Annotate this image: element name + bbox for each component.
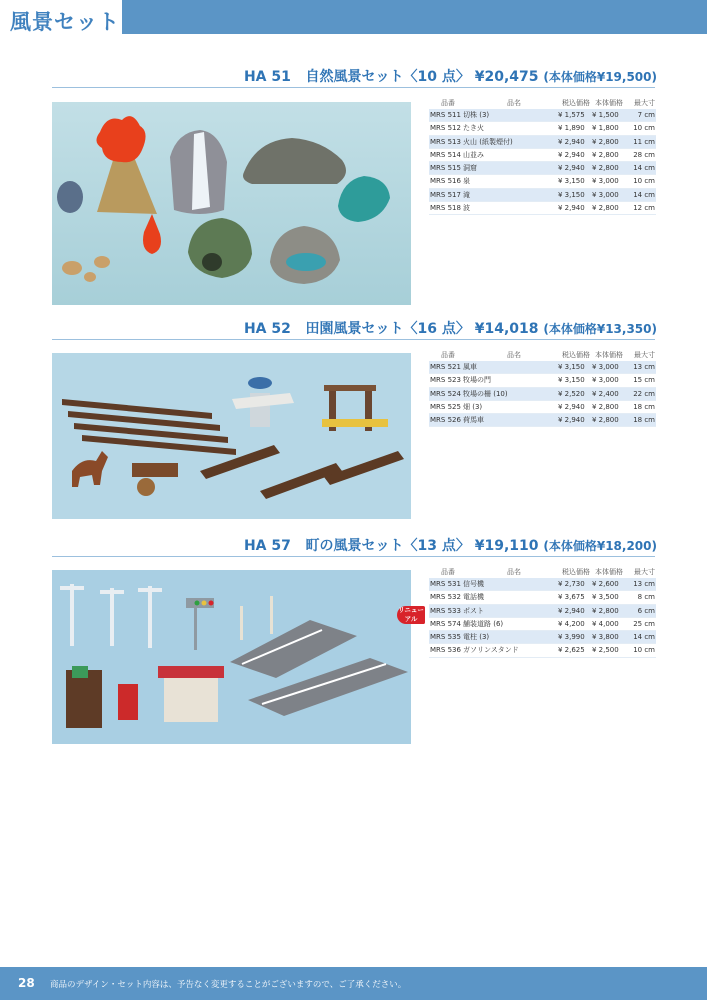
cell-base: ¥ 2,800 [592, 150, 619, 159]
cell-name: 畑 (3) [463, 402, 483, 411]
cell-base: ¥ 3,800 [592, 633, 619, 642]
set-price: ¥20,475 [474, 69, 539, 85]
cell-size: 6 cm [637, 606, 655, 615]
cell-tax: ¥ 2,940 [558, 204, 585, 213]
cell-size: 14 cm [633, 633, 655, 642]
cell-base: ¥ 3,000 [592, 190, 619, 199]
table-row [429, 175, 656, 188]
cell-size: 10 cm [633, 124, 655, 133]
cell-name: 泉 [463, 177, 470, 186]
cell-name: 舗装道路 (6) [463, 619, 504, 628]
cell-code: MRS 574 [430, 619, 461, 628]
header-base: 本体価格 [595, 351, 623, 359]
set-heading-ha52 [244, 318, 657, 338]
cell-base: ¥ 3,500 [592, 593, 619, 602]
renewal-badge: リニューアル [398, 606, 424, 623]
table-row [429, 202, 656, 215]
cell-name: 切株 (3) [463, 111, 490, 119]
cell-code: MRS 517 [430, 190, 461, 199]
table-header [429, 98, 656, 109]
cell-code: MRS 533 [430, 606, 461, 615]
product-table-ha51 [429, 98, 656, 215]
cell-name: 火山 (紙製煙付) [463, 137, 513, 146]
cell-size: 12 cm [633, 204, 655, 213]
header-size: 最大寸 [634, 99, 655, 107]
cell-tax: ¥ 3,150 [558, 177, 585, 186]
table-row [429, 109, 656, 122]
cell-tax: ¥ 3,990 [558, 633, 585, 642]
header-code: 品番 [441, 351, 455, 359]
table-row [429, 605, 656, 618]
table-row [429, 401, 656, 414]
cell-name: 風車 [463, 363, 477, 371]
cell-name: 波 [463, 204, 470, 213]
table-row [429, 618, 656, 631]
table-row [429, 361, 656, 374]
cell-tax: ¥ 3,150 [558, 190, 585, 199]
header-base: 本体価格 [595, 99, 623, 107]
table-row [429, 591, 656, 604]
table-row [429, 388, 656, 401]
cell-name: 山並み [463, 150, 484, 159]
set-base-price: (本体価格¥13,350) [543, 322, 657, 336]
cell-base: ¥ 2,400 [592, 389, 619, 398]
cell-tax: ¥ 1,890 [558, 124, 585, 133]
set-code: HA 51 [243, 69, 291, 85]
product-photo-farm [52, 353, 411, 519]
cell-code: MRS 518 [430, 204, 461, 213]
cell-name: ガソリンスタンド [463, 646, 519, 655]
cell-size: 15 cm [633, 376, 655, 385]
cell-tax: ¥ 2,940 [558, 606, 585, 615]
product-table-ha57 [429, 567, 656, 658]
cell-tax: ¥ 2,730 [558, 580, 585, 588]
cell-size: 14 cm [633, 164, 655, 173]
page-title: 風景セット [10, 10, 120, 34]
product-photo-town [52, 570, 411, 744]
cell-tax: ¥ 3,150 [558, 376, 585, 385]
cell-tax: ¥ 2,940 [558, 137, 585, 146]
table-row [429, 414, 656, 427]
header-code: 品番 [441, 568, 455, 576]
table-header [429, 567, 656, 578]
table-row [429, 189, 656, 202]
cell-base: ¥ 2,800 [592, 137, 619, 146]
cell-tax: ¥ 3,150 [558, 363, 585, 371]
table-row [429, 374, 656, 387]
cell-size: 22 cm [633, 389, 655, 398]
product-photo-nature [52, 102, 411, 305]
cell-base: ¥ 2,800 [592, 416, 619, 425]
cell-base: ¥ 4,000 [592, 619, 619, 628]
cell-name: 洞窟 [463, 164, 477, 173]
cell-tax: ¥ 2,625 [558, 646, 585, 655]
cell-base: ¥ 3,000 [592, 363, 619, 371]
cell-base: ¥ 2,800 [592, 606, 619, 615]
header-base: 本体価格 [595, 568, 623, 576]
footer-band [0, 967, 707, 1000]
cell-code: MRS 532 [430, 593, 461, 602]
divider [52, 339, 655, 340]
cell-base: ¥ 1,800 [592, 124, 619, 133]
cell-tax: ¥ 2,940 [558, 402, 585, 411]
cell-size: 14 cm [633, 190, 655, 199]
set-base-price: (本体価格¥18,200) [543, 539, 657, 553]
cell-code: MRS 536 [430, 646, 461, 655]
cell-code: MRS 521 [430, 363, 461, 371]
set-title: 自然風景セット〈10 点〉 [305, 69, 470, 85]
cell-tax: ¥ 1,575 [558, 111, 585, 119]
cell-tax: ¥ 2,520 [558, 389, 585, 398]
cell-size: 13 cm [633, 363, 655, 371]
header-size: 最大寸 [634, 568, 655, 576]
cell-base: ¥ 2,800 [592, 164, 619, 173]
cell-tax: ¥ 2,940 [558, 150, 585, 159]
header-tax: 税込価格 [562, 351, 590, 359]
header-tax: 税込価格 [562, 568, 590, 576]
cell-code: MRS 525 [430, 402, 461, 411]
table-header [429, 350, 656, 361]
cell-tax: ¥ 2,940 [558, 164, 585, 173]
cell-code: MRS 514 [430, 150, 461, 159]
set-price: ¥14,018 [474, 321, 539, 337]
set-code: HA 57 [243, 538, 291, 554]
set-price: ¥19,110 [474, 538, 539, 554]
cell-code: MRS 516 [430, 177, 461, 186]
cell-code: MRS 535 [430, 633, 461, 642]
set-heading-ha51 [244, 66, 657, 86]
set-heading-ha57 [244, 535, 657, 555]
cell-code: MRS 511 [430, 111, 461, 119]
cell-name: 牧場の門 [463, 376, 491, 385]
cell-name: ポスト [463, 606, 484, 615]
header-name: 品名 [507, 99, 521, 107]
cell-name: 電柱 (3) [463, 633, 490, 642]
cell-code: MRS 523 [430, 376, 461, 385]
cell-name: 信号機 [463, 580, 484, 588]
cell-base: ¥ 3,000 [592, 177, 619, 186]
cell-base: ¥ 2,600 [592, 580, 619, 588]
cell-base: ¥ 1,500 [592, 111, 619, 119]
header-code: 品番 [441, 99, 455, 107]
header-tax: 税込価格 [562, 99, 590, 107]
cell-size: 28 cm [633, 150, 655, 159]
footer-note: 商品のデザイン・セット内容は、予告なく変更することがございますので、ご了承ください。 [50, 980, 407, 990]
cell-code: MRS 531 [430, 580, 461, 588]
cell-size: 11 cm [633, 137, 655, 146]
cell-size: 8 cm [637, 593, 655, 602]
table-row [429, 122, 656, 135]
divider [52, 87, 655, 88]
cell-code: MRS 526 [430, 416, 461, 425]
cell-size: 10 cm [633, 177, 655, 186]
page-number: 28 [18, 976, 35, 990]
table-row [429, 644, 656, 657]
cell-size: 7 cm [637, 111, 655, 119]
cell-name: たき火 [463, 124, 484, 133]
cell-base: ¥ 2,800 [592, 204, 619, 213]
product-table-ha52 [429, 350, 656, 427]
cell-name: 滝 [463, 190, 470, 199]
set-title: 町の風景セット〈13 点〉 [305, 538, 470, 554]
cell-name: 電話機 [463, 593, 484, 602]
cell-size: 18 cm [633, 416, 655, 425]
header-size: 最大寸 [634, 351, 655, 359]
cell-tax: ¥ 4,200 [558, 619, 585, 628]
cell-base: ¥ 3,000 [592, 376, 619, 385]
table-row [429, 136, 656, 149]
table-row [429, 578, 656, 591]
cell-size: 10 cm [633, 646, 655, 655]
header-name: 品名 [507, 351, 521, 359]
divider [52, 556, 655, 557]
cell-code: MRS 512 [430, 124, 461, 133]
cell-code: MRS 524 [430, 389, 461, 398]
cell-size: 18 cm [633, 402, 655, 411]
header-name: 品名 [507, 568, 521, 576]
cell-name: 牧場の柵 (10) [463, 389, 508, 398]
cell-tax: ¥ 2,940 [558, 416, 585, 425]
cell-name: 荷馬車 [463, 416, 484, 425]
table-row [429, 631, 656, 644]
cell-tax: ¥ 3,675 [558, 593, 585, 602]
table-row [429, 162, 656, 175]
set-code: HA 52 [243, 321, 291, 337]
cell-size: 25 cm [633, 619, 655, 628]
cell-size: 13 cm [633, 580, 655, 588]
cell-code: MRS 515 [430, 164, 461, 173]
set-title: 田園風景セット〈16 点〉 [305, 321, 470, 337]
cell-base: ¥ 2,800 [592, 402, 619, 411]
cell-base: ¥ 2,500 [592, 646, 619, 655]
cell-code: MRS 513 [430, 137, 461, 146]
table-row [429, 149, 656, 162]
set-base-price: (本体価格¥19,500) [543, 70, 657, 84]
